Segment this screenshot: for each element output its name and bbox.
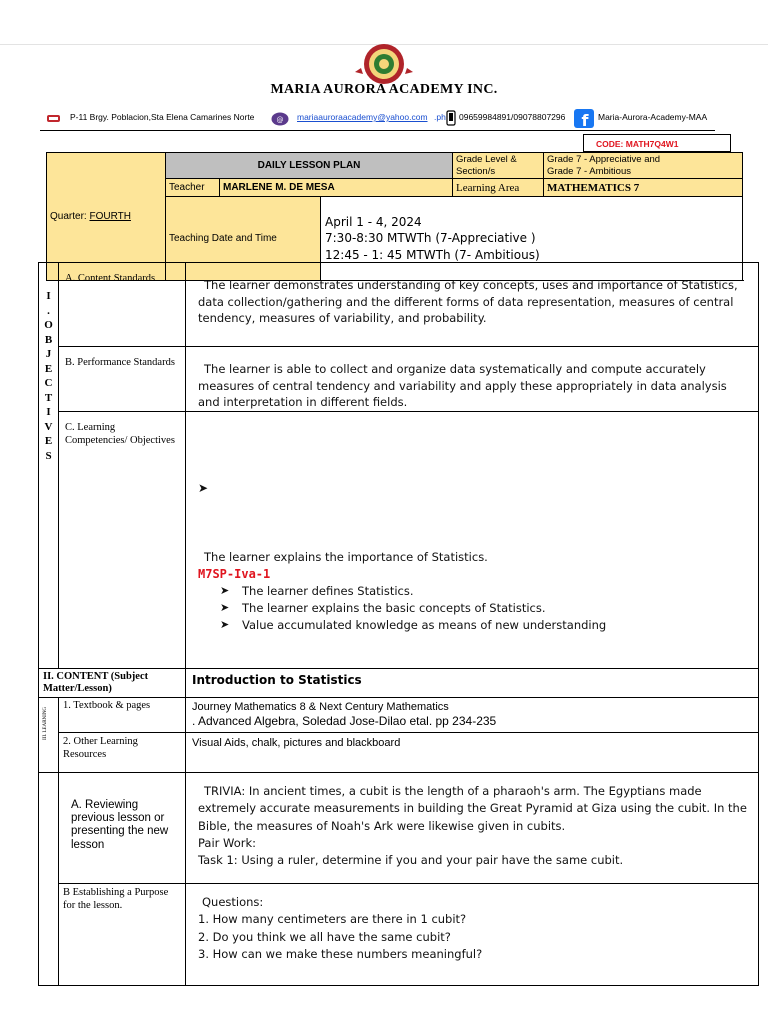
learning-area-value: MATHEMATICS 7	[544, 179, 743, 197]
learning-area-label: Learning Area	[453, 179, 544, 197]
empty-bullet: ➤	[198, 481, 209, 496]
objectives-letter: .	[47, 304, 50, 317]
svg-text:@: @	[276, 116, 284, 124]
location-icon	[46, 111, 62, 125]
objectives-letter: J	[45, 348, 52, 361]
facebook-page: Maria-Aurora-Academy-MAA	[598, 112, 708, 122]
phone-icon	[446, 110, 456, 126]
objectives-letter: I	[46, 406, 51, 419]
content-label: II. CONTENT (Subject Matter/Lesson)	[39, 669, 186, 698]
competencies-label: C. Learning Competencies/ Objectives	[59, 412, 186, 669]
content-topic: Introduction to Statistics	[186, 669, 759, 698]
teacher-label: Teacher	[166, 179, 220, 197]
objectives-letter: B	[44, 333, 53, 346]
objectives-letter: T	[44, 391, 53, 404]
competencies-cell	[186, 412, 759, 669]
school-seal-logo	[355, 42, 413, 86]
facebook-icon	[574, 109, 594, 128]
performance-standards-text: The learner is able to collect and organize data systematically and compute accurately measures of central tendency and variability and apply these appropriately in data analysis and interpretation in different fields.	[186, 347, 759, 412]
objectives-letter: O	[44, 319, 53, 332]
objectives-letter: I	[46, 290, 51, 302]
quarter-value: FOURTH	[89, 210, 131, 222]
teacher-name: MARLENE M. DE MESA	[220, 179, 453, 197]
competency-code: M7SP-Iva-1	[198, 567, 271, 582]
objectives-letter: V	[44, 420, 53, 433]
list-item: ➤ The learner defines Statistics.	[220, 584, 414, 599]
procedure-vertical	[39, 773, 59, 986]
review-label: A. Reviewing previous lesson or presenting the new lesson	[59, 773, 186, 884]
email-suffix: .ph	[434, 112, 446, 122]
school-name: MARIA AURORA ACADEMY INC.	[270, 82, 498, 97]
other-resources-value: Visual Aids, chalk, pictures and blackboard	[186, 733, 759, 773]
learning-resources-vertical: III. LEARNING	[39, 698, 59, 773]
performance-standards-label: B. Performance Standards	[59, 347, 186, 412]
quarter-cell: Quarter: FOURTH	[47, 153, 166, 281]
lesson-code: CODE: MATH7Q4W1	[583, 134, 731, 152]
objectives-letter: S	[45, 449, 52, 462]
purpose-label: B Establishing a Purpose for the lesson.	[59, 884, 186, 986]
objectives-letter: E	[44, 435, 53, 448]
lesson-plan-table	[38, 262, 759, 986]
list-item: ➤ The learner explains the basic concepts of Statistics.	[220, 601, 546, 616]
address-text: P-11 Brgy. Poblacion,Sta Elena Camarines Norte	[70, 112, 255, 122]
grade-sections: Grade 7 - Appreciative and Grade 7 - Ambitious	[544, 153, 743, 179]
email-icon	[271, 112, 289, 126]
teaching-date-label: Teaching Date and Time	[166, 197, 321, 281]
purpose-content: Questions: 1. How many centimeters are there in 1 cubit? 2. Do you think we all have the same cubit? 3. How can we make these numbers meaningful?	[186, 884, 759, 986]
header-rule	[40, 130, 715, 131]
textbook-label: 1. Textbook & pages	[59, 698, 186, 733]
content-standards-label: A. Content Standards	[59, 263, 186, 347]
textbook-value: Journey Mathematics 8 & Next Century Mathematics . Advanced Algebra, Soledad Jose-Dilao etal. pp 234-235	[186, 698, 759, 733]
list-item: ➤ Value accumulated knowledge as means of new understanding	[220, 617, 607, 632]
review-content: TRIVIA: In ancient times, a cubit is the length of a pharaoh's arm. The Egyptians made extremely accurate measurements in building the Great Pyramid at Giza using the cubit. In the Bible, the measures of Noah's Ark were likewise given in cubits. Pair Work: Task 1: Using a ruler, determine if you and your pair have the same cubit.	[186, 773, 759, 884]
grade-level-label: Grade Level & Section/s	[453, 153, 544, 179]
competency-list	[198, 583, 748, 633]
plan-title: DAILY LESSON PLAN	[166, 153, 453, 179]
email-link[interactable]: mariaauroraacademy@yahoo.com	[297, 112, 428, 122]
competency-main: The learner explains the importance of Statistics.	[204, 550, 488, 565]
objectives-letter: C	[44, 377, 53, 390]
phone-number: 09659984891/09078807296	[459, 112, 566, 122]
objectives-letter: E	[44, 362, 53, 375]
svg-text:f: f	[581, 111, 589, 128]
contact-bar	[0, 108, 768, 130]
other-resources-label: 2. Other Learning Resources	[59, 733, 186, 773]
content-standards-text: The learner demonstrates understanding of key concepts, uses and importance of Statistics, data collection/gathering and the different forms of data representation, measures of central tendency, measures of variability, and probability.	[186, 263, 759, 347]
objectives-vertical-label	[39, 263, 59, 669]
teaching-date-time: April 1 - 4, 2024 7:30-8:30 MTWTh (7-Appreciative ) 12:45 - 1: 45 MTWTh (7- Ambitious)	[321, 197, 743, 281]
